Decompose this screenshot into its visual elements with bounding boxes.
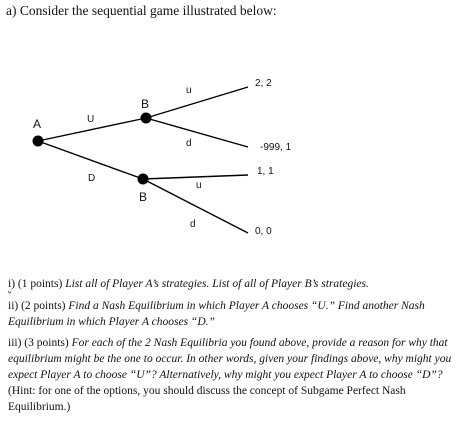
edge-upper-down <box>146 118 248 147</box>
node-root-dot <box>33 136 44 147</box>
action-upper-down-label: d <box>186 138 192 149</box>
question-i-marker: ) (1 points) <box>11 278 66 290</box>
node-upper-label: B <box>141 97 150 111</box>
action-lower-down-label: d <box>190 219 196 230</box>
edge-upper-up <box>146 87 248 118</box>
question-iii-marker: iii) (3 points) <box>8 337 72 349</box>
question-ii-marker: ii) (2 points) <box>8 300 69 312</box>
question-i <box>8 276 470 292</box>
payoff-lower-up: 1, 1 <box>257 166 274 177</box>
node-root-label: A <box>33 117 42 131</box>
question-iii-text: For each of the 2 Nash Equilibria you found above, provide a reason for why that equilibrium might be the one to occur. In other words, given your findings above, why might you expect Player A to choose “U”? Alternatively, why might you expect Player A to choose “D”? <box>8 337 452 381</box>
question-ii <box>8 298 470 330</box>
payoff-upper-down: -999, 1 <box>260 142 292 153</box>
action-root-up-label: U <box>87 114 95 125</box>
action-upper-up-label: u <box>186 85 192 96</box>
question-i-prefix: i <box>8 278 12 290</box>
payoff-upper-up: 2, 2 <box>255 78 272 89</box>
node-upper-dot <box>141 113 152 124</box>
question-iii <box>8 335 470 415</box>
edge-lower-up <box>143 175 248 179</box>
action-lower-up-label: u <box>196 180 202 191</box>
payoff-lower-down: 0, 0 <box>255 226 272 237</box>
question-ii-text: Find a Nash Equilibrium in which Player A chooses “U.” Find another Nash Equilibrium in which Player A chooses “D.” <box>8 300 425 328</box>
node-lower-dot <box>138 174 149 185</box>
node-lower-label: B <box>139 190 148 204</box>
question-heading: a) Consider the sequential game illustrated below: <box>6 3 277 18</box>
question-iii-hint: (Hint: for one of the options, you should discuss the concept of Subgame Perfect Nash Equilibrium.) <box>8 385 406 413</box>
action-root-down-label: D <box>88 173 96 184</box>
question-i-text: List all of Player A’s strategies. List of all of Player B’s strategies. <box>65 278 369 290</box>
